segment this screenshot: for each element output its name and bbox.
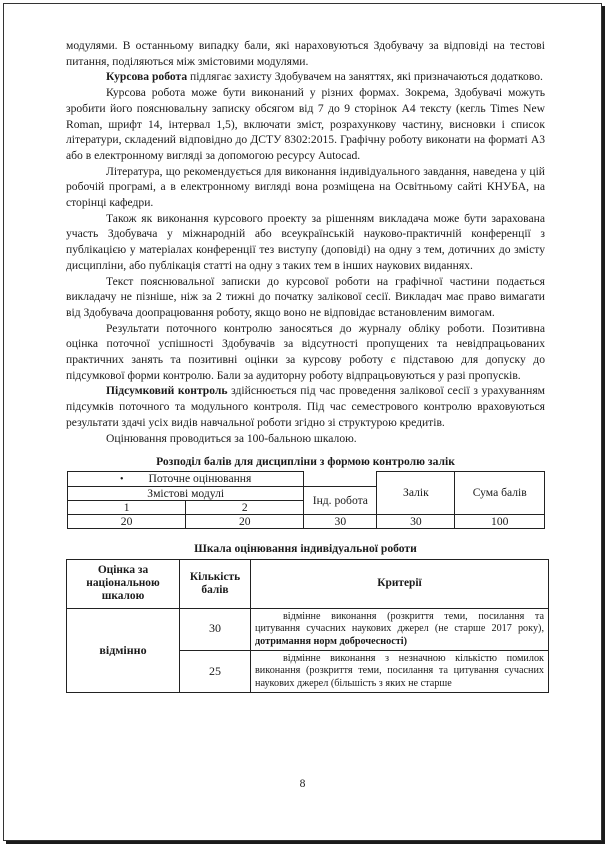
paragraph: модулями. В останньому випадку бали, які нараховуються Здобувачу за відповіді на тестові питання, поділяються між змістовими модулями. xyxy=(66,39,545,68)
paragraph: Результати поточного контролю заносяться до журналу обліку роботи. Позитивна оцінка поточної успішності Здобувачів за відсутності пропущених та невідпрацьованих практичних занять та позитивні оцінки за курсову роботу є підставою для допуску до підсумкової форми контролю. Бали за аудиторну роботу відпрацьовуються у разі пропусків. xyxy=(66,321,545,382)
content-modules-header: Змістові модулі xyxy=(68,486,304,500)
page-number: 8 xyxy=(299,777,306,790)
grade-col-header: Оцінка за національною шкалою xyxy=(67,559,180,608)
table-cell: 100 xyxy=(455,514,545,528)
table-cell: 30 xyxy=(304,514,377,528)
paragraph: Курсова робота може бути виконаний у різних формах. Зокрема, Здобувачі можуть зробити його пояснювальну записку обсягом від 7 до 9 сторінок А4 тексту (кегль Times New Roman, шрифт 14, інтервал 1,5), включати зміст, розрахункову частину, висновки і список літератури, складений відповідно до ДСТУ 8302:2015. Графічну роботу виконати на форматі А3 або в електронному вигляді за допомогою ресурсу Autocad. xyxy=(66,86,545,162)
table-cell: 20 xyxy=(68,514,186,528)
points-col-header: Кількість балів xyxy=(180,559,251,608)
ind-work-header: Інд. робота xyxy=(304,486,377,514)
document-page xyxy=(3,3,602,841)
grading-scale-table xyxy=(66,559,549,693)
table-cell: 30 xyxy=(377,514,455,528)
table1-caption: Розподіл балів для дисципліни з формою контролю залік xyxy=(156,455,455,469)
table-row xyxy=(67,608,549,650)
points-distribution-table xyxy=(67,471,545,529)
table-row xyxy=(68,514,545,528)
criteria-cell: відмінне виконання з незначною кількістю помилок виконання (розкриття теми, посилання та цитування сучасних наукових джерел (більшість з яких не старше xyxy=(251,650,549,692)
paragraph: Курсова робота підлягає захисту Здобувачем на заняттях, які призначаються додатково. xyxy=(106,70,543,84)
paragraph: Також як виконання курсового проекту за рішенням викладача може бути зарахована участь Здобувача у міжнародній або всеукраїнській науково-практичній конференції з публікацією у матеріалах конференції тез виступу (доповіді) на одну з тем, дотичних до змісту дисципліни, або публікація статті на одну з таких тем в інших наукових виданнях. xyxy=(66,211,545,272)
points-cell: 30 xyxy=(180,608,251,650)
table-cell: 20 xyxy=(186,514,304,528)
paragraph: Література, що рекомендується для виконання індивідуального завдання, наведена у цій робочій програмі, а в електронному вигляді вона розміщена на Освітньому сайті КНУБА, на сторінці кафедри. xyxy=(66,164,545,210)
term-final-control: Підсумковий контроль xyxy=(106,384,228,398)
module-2-header: 2 xyxy=(186,500,304,514)
criteria-cell: відмінне виконання (розкриття теми, посилання та цитування сучасних наукових джерел (не старше 2017 року), дотримання норм доброчесності) xyxy=(251,608,549,650)
paragraph: Текст пояснювальної записки до курсової роботи на графічної частини подається викладачу не пізніше, ніж за 2 тижні до початку залікової сесії. Викладач має право вимагати від Здобувача доопрацювання роботу, якщо воно не відповідає встановленим вимогам. xyxy=(66,274,545,319)
credit-header: Залік xyxy=(377,471,455,514)
paragraph: Підсумковий контроль здійснюється під час проведення залікової сесії з урахуванням підсумків поточного та модульного контроля. Під час семестрового контролю враховуються результати здачі усіх видів навчальної роботи згідно зі структурою кредитів. xyxy=(66,384,545,429)
page-content xyxy=(66,38,545,693)
paragraph: Оцінювання проводиться за 100-бальною шкалою. xyxy=(106,431,357,445)
criteria-col-header: Критерії xyxy=(251,559,549,608)
table2-caption: Шкала оцінювання індивідуальної роботи xyxy=(194,541,417,555)
module-1-header: 1 xyxy=(68,500,186,514)
points-cell: 25 xyxy=(180,650,251,692)
grade-cell: відмінно xyxy=(67,608,180,692)
term-course-work: Курсова робота xyxy=(106,70,188,84)
total-header: Сума балів xyxy=(455,471,545,514)
current-assessment-header: • Поточне оцінювання xyxy=(68,471,304,486)
